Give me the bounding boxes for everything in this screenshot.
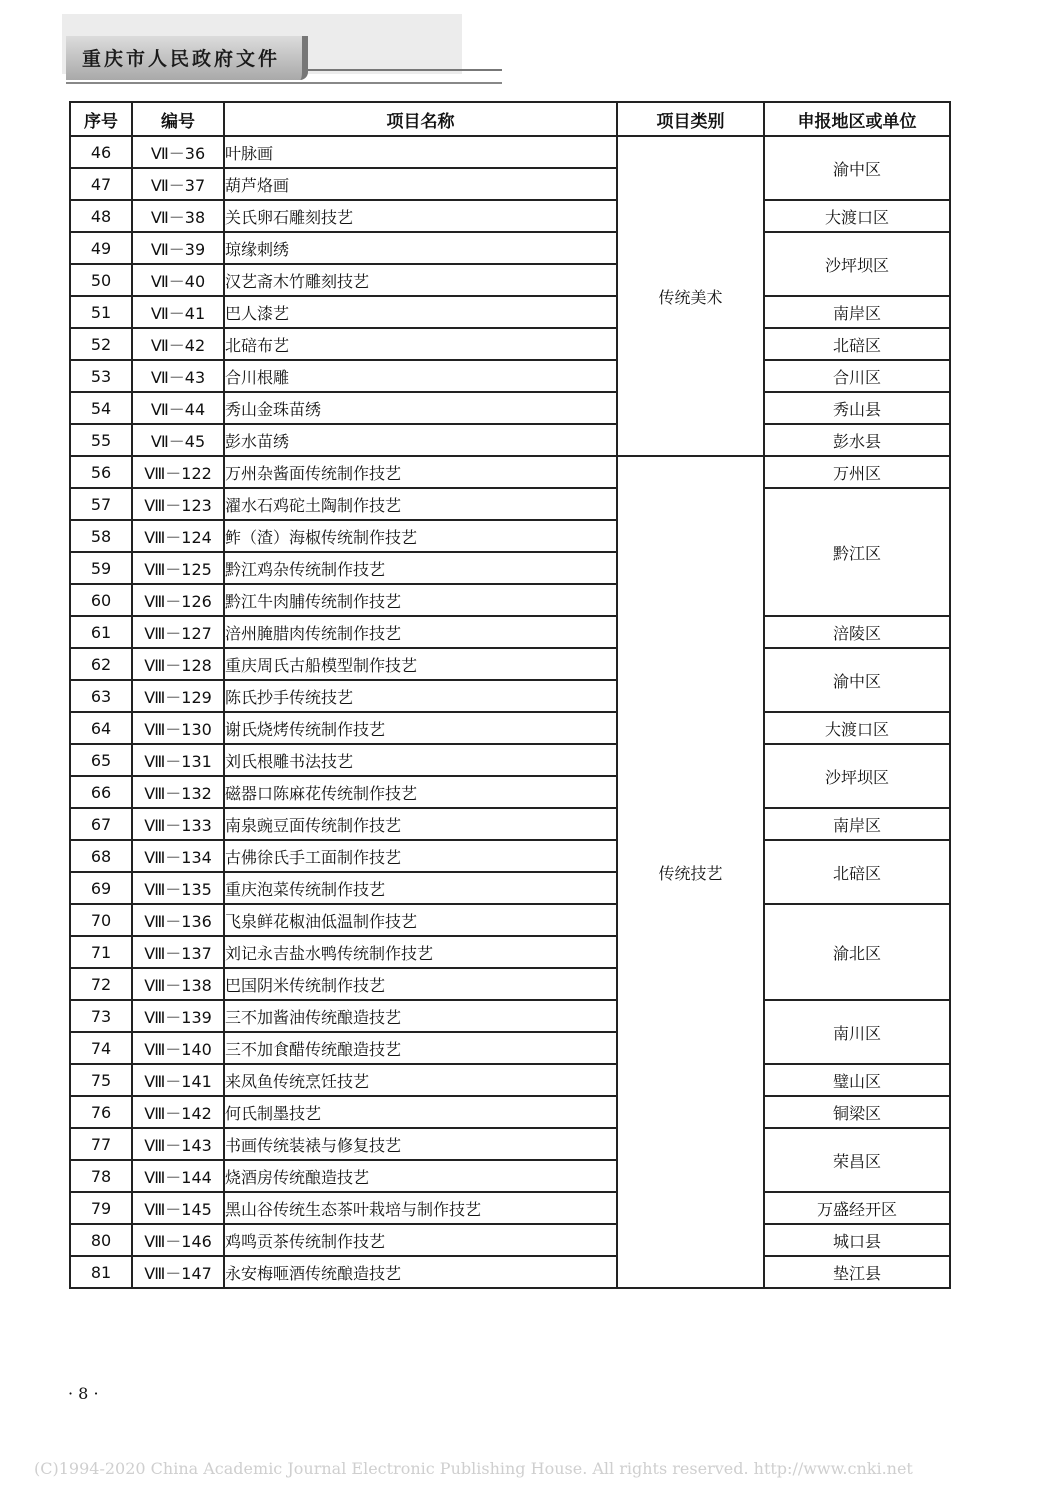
row-seq: 58 bbox=[70, 520, 132, 552]
row-project-name: 刘记永吉盐水鸭传统制作技艺 bbox=[224, 936, 617, 968]
table-row bbox=[70, 1128, 950, 1160]
copyright-footer: (C)1994-2020 China Academic Journal Electronic Publishing House. All rights reserved. http://www.cnki.net bbox=[34, 1459, 913, 1478]
row-region: 万盛经开区 bbox=[764, 1192, 950, 1224]
row-project-name: 磁器口陈麻花传统制作技艺 bbox=[224, 776, 617, 808]
row-seq: 72 bbox=[70, 968, 132, 1000]
row-code: Ⅷ－129 bbox=[132, 680, 224, 712]
table-row bbox=[70, 648, 950, 680]
row-project-name: 汉艺斋木竹雕刻技艺 bbox=[224, 264, 617, 296]
table-row bbox=[70, 360, 950, 392]
table-row bbox=[70, 1256, 950, 1288]
row-region: 渝北区 bbox=[764, 904, 950, 1000]
header-title: 重庆市人民政府文件 bbox=[82, 48, 281, 70]
table-row bbox=[70, 1064, 950, 1096]
row-region: 秀山县 bbox=[764, 392, 950, 424]
header-code: 编号 bbox=[132, 102, 224, 136]
row-seq: 54 bbox=[70, 392, 132, 424]
row-region: 垫江县 bbox=[764, 1256, 950, 1288]
row-seq: 76 bbox=[70, 1096, 132, 1128]
row-region: 南岸区 bbox=[764, 808, 950, 840]
row-code: Ⅷ－140 bbox=[132, 1032, 224, 1064]
row-code: Ⅷ－127 bbox=[132, 616, 224, 648]
row-seq: 75 bbox=[70, 1064, 132, 1096]
row-project-name: 三不加食醋传统酿造技艺 bbox=[224, 1032, 617, 1064]
row-region: 北碚区 bbox=[764, 328, 950, 360]
header-rule bbox=[307, 69, 502, 71]
row-seq: 68 bbox=[70, 840, 132, 872]
row-project-name: 合川根雕 bbox=[224, 360, 617, 392]
row-code: Ⅷ－133 bbox=[132, 808, 224, 840]
row-seq: 60 bbox=[70, 584, 132, 616]
table-row bbox=[70, 744, 950, 776]
row-seq: 56 bbox=[70, 456, 132, 488]
row-seq: 49 bbox=[70, 232, 132, 264]
row-seq: 46 bbox=[70, 136, 132, 168]
row-seq: 64 bbox=[70, 712, 132, 744]
row-seq: 71 bbox=[70, 936, 132, 968]
row-category: 传统技艺 bbox=[617, 456, 764, 1288]
row-project-name: 飞泉鲜花椒油低温制作技艺 bbox=[224, 904, 617, 936]
table-row bbox=[70, 1192, 950, 1224]
row-seq: 74 bbox=[70, 1032, 132, 1064]
table-body bbox=[70, 136, 950, 1288]
row-region: 沙坪坝区 bbox=[764, 232, 950, 296]
table-row bbox=[70, 456, 950, 488]
row-code: Ⅷ－141 bbox=[132, 1064, 224, 1096]
row-region: 大渡口区 bbox=[764, 712, 950, 744]
row-region: 城口县 bbox=[764, 1224, 950, 1256]
row-code: Ⅷ－124 bbox=[132, 520, 224, 552]
row-project-name: 谢氏烧烤传统制作技艺 bbox=[224, 712, 617, 744]
row-project-name: 关氏卵石雕刻技艺 bbox=[224, 200, 617, 232]
row-region: 南川区 bbox=[764, 1000, 950, 1064]
row-code: Ⅷ－138 bbox=[132, 968, 224, 1000]
row-project-name: 巴国阴米传统制作技艺 bbox=[224, 968, 617, 1000]
row-code: Ⅷ－130 bbox=[132, 712, 224, 744]
row-seq: 77 bbox=[70, 1128, 132, 1160]
row-seq: 61 bbox=[70, 616, 132, 648]
row-project-name: 鸡鸣贡茶传统制作技艺 bbox=[224, 1224, 617, 1256]
row-seq: 52 bbox=[70, 328, 132, 360]
table-row bbox=[70, 296, 950, 328]
table-row bbox=[70, 808, 950, 840]
row-region: 彭水县 bbox=[764, 424, 950, 456]
row-region: 黔江区 bbox=[764, 488, 950, 616]
row-seq: 69 bbox=[70, 872, 132, 904]
row-project-name: 重庆泡菜传统制作技艺 bbox=[224, 872, 617, 904]
row-seq: 48 bbox=[70, 200, 132, 232]
row-code: Ⅷ－144 bbox=[132, 1160, 224, 1192]
row-code: Ⅷ－146 bbox=[132, 1224, 224, 1256]
row-code: Ⅷ－132 bbox=[132, 776, 224, 808]
row-seq: 65 bbox=[70, 744, 132, 776]
table-row bbox=[70, 392, 950, 424]
row-project-name: 烧酒房传统酿造技艺 bbox=[224, 1160, 617, 1192]
row-region: 万州区 bbox=[764, 456, 950, 488]
table-row bbox=[70, 200, 950, 232]
table-row bbox=[70, 1224, 950, 1256]
table-row bbox=[70, 616, 950, 648]
row-code: Ⅷ－139 bbox=[132, 1000, 224, 1032]
row-category: 传统美术 bbox=[617, 136, 764, 456]
row-project-name: 古佛徐氏手工面制作技艺 bbox=[224, 840, 617, 872]
row-seq: 79 bbox=[70, 1192, 132, 1224]
row-code: Ⅶ－44 bbox=[132, 392, 224, 424]
row-code: Ⅷ－135 bbox=[132, 872, 224, 904]
row-seq: 63 bbox=[70, 680, 132, 712]
row-region: 荣昌区 bbox=[764, 1128, 950, 1192]
row-project-name: 重庆周氏古船模型制作技艺 bbox=[224, 648, 617, 680]
row-code: Ⅶ－42 bbox=[132, 328, 224, 360]
row-region: 璧山区 bbox=[764, 1064, 950, 1096]
row-project-name: 黔江牛肉脯传统制作技艺 bbox=[224, 584, 617, 616]
row-code: Ⅷ－128 bbox=[132, 648, 224, 680]
row-project-name: 琼缘刺绣 bbox=[224, 232, 617, 264]
row-region: 铜梁区 bbox=[764, 1096, 950, 1128]
row-code: Ⅶ－43 bbox=[132, 360, 224, 392]
row-region: 大渡口区 bbox=[764, 200, 950, 232]
row-region: 南岸区 bbox=[764, 296, 950, 328]
row-code: Ⅷ－134 bbox=[132, 840, 224, 872]
row-seq: 53 bbox=[70, 360, 132, 392]
table-row bbox=[70, 488, 950, 520]
row-code: Ⅷ－147 bbox=[132, 1256, 224, 1288]
row-seq: 73 bbox=[70, 1000, 132, 1032]
table-row bbox=[70, 904, 950, 936]
row-seq: 62 bbox=[70, 648, 132, 680]
row-code: Ⅶ－36 bbox=[132, 136, 224, 168]
row-project-name: 三不加酱油传统酿造技艺 bbox=[224, 1000, 617, 1032]
row-region: 渝中区 bbox=[764, 136, 950, 200]
row-project-name: 叶脉画 bbox=[224, 136, 617, 168]
row-code: Ⅶ－39 bbox=[132, 232, 224, 264]
row-code: Ⅷ－136 bbox=[132, 904, 224, 936]
table-header-row bbox=[70, 102, 950, 136]
row-project-name: 何氏制墨技艺 bbox=[224, 1096, 617, 1128]
row-code: Ⅶ－45 bbox=[132, 424, 224, 456]
row-project-name: 濯水石鸡砣土陶制作技艺 bbox=[224, 488, 617, 520]
row-project-name: 陈氏抄手传统技艺 bbox=[224, 680, 617, 712]
row-project-name: 涪州腌腊肉传统制作技艺 bbox=[224, 616, 617, 648]
row-code: Ⅷ－137 bbox=[132, 936, 224, 968]
header-name: 项目名称 bbox=[224, 102, 617, 136]
row-project-name: 来凤鱼传统烹饪技艺 bbox=[224, 1064, 617, 1096]
row-code: Ⅶ－38 bbox=[132, 200, 224, 232]
row-code: Ⅷ－143 bbox=[132, 1128, 224, 1160]
table-row bbox=[70, 840, 950, 872]
row-seq: 78 bbox=[70, 1160, 132, 1192]
table-row bbox=[70, 424, 950, 456]
header-rule bbox=[66, 82, 502, 84]
table-row bbox=[70, 328, 950, 360]
row-seq: 70 bbox=[70, 904, 132, 936]
row-project-name: 永安梅咂酒传统酿造技艺 bbox=[224, 1256, 617, 1288]
page-number: · 8 · bbox=[68, 1384, 99, 1403]
row-code: Ⅷ－122 bbox=[132, 456, 224, 488]
row-project-name: 书画传统装裱与修复技艺 bbox=[224, 1128, 617, 1160]
row-code: Ⅶ－40 bbox=[132, 264, 224, 296]
row-region: 沙坪坝区 bbox=[764, 744, 950, 808]
row-code: Ⅶ－37 bbox=[132, 168, 224, 200]
document-header bbox=[62, 14, 462, 82]
row-code: Ⅷ－145 bbox=[132, 1192, 224, 1224]
header-region: 申报地区或单位 bbox=[764, 102, 950, 136]
row-seq: 47 bbox=[70, 168, 132, 200]
header-category: 项目类别 bbox=[617, 102, 764, 136]
table-row bbox=[70, 232, 950, 264]
table-row bbox=[70, 136, 950, 168]
row-project-name: 鲊（渣）海椒传统制作技艺 bbox=[224, 520, 617, 552]
row-region: 涪陵区 bbox=[764, 616, 950, 648]
row-code: Ⅷ－125 bbox=[132, 552, 224, 584]
row-seq: 50 bbox=[70, 264, 132, 296]
row-region: 渝中区 bbox=[764, 648, 950, 712]
row-project-name: 黑山谷传统生态茶叶栽培与制作技艺 bbox=[224, 1192, 617, 1224]
row-project-name: 北碚布艺 bbox=[224, 328, 617, 360]
row-project-name: 万州杂酱面传统制作技艺 bbox=[224, 456, 617, 488]
row-seq: 59 bbox=[70, 552, 132, 584]
row-seq: 67 bbox=[70, 808, 132, 840]
row-seq: 66 bbox=[70, 776, 132, 808]
row-project-name: 巴人漆艺 bbox=[224, 296, 617, 328]
table-row bbox=[70, 1000, 950, 1032]
row-seq: 80 bbox=[70, 1224, 132, 1256]
row-code: Ⅷ－123 bbox=[132, 488, 224, 520]
row-seq: 81 bbox=[70, 1256, 132, 1288]
row-code: Ⅷ－126 bbox=[132, 584, 224, 616]
table-row bbox=[70, 712, 950, 744]
row-code: Ⅷ－142 bbox=[132, 1096, 224, 1128]
header-seq: 序号 bbox=[70, 102, 132, 136]
row-seq: 57 bbox=[70, 488, 132, 520]
row-seq: 51 bbox=[70, 296, 132, 328]
row-project-name: 黔江鸡杂传统制作技艺 bbox=[224, 552, 617, 584]
row-region: 北碚区 bbox=[764, 840, 950, 904]
row-region: 合川区 bbox=[764, 360, 950, 392]
row-code: Ⅶ－41 bbox=[132, 296, 224, 328]
row-project-name: 葫芦烙画 bbox=[224, 168, 617, 200]
row-project-name: 南泉豌豆面传统制作技艺 bbox=[224, 808, 617, 840]
row-code: Ⅷ－131 bbox=[132, 744, 224, 776]
row-project-name: 彭水苗绣 bbox=[224, 424, 617, 456]
table-row bbox=[70, 1096, 950, 1128]
row-seq: 55 bbox=[70, 424, 132, 456]
row-project-name: 秀山金珠苗绣 bbox=[224, 392, 617, 424]
row-project-name: 刘氏根雕书法技艺 bbox=[224, 744, 617, 776]
heritage-project-table bbox=[69, 101, 951, 1289]
